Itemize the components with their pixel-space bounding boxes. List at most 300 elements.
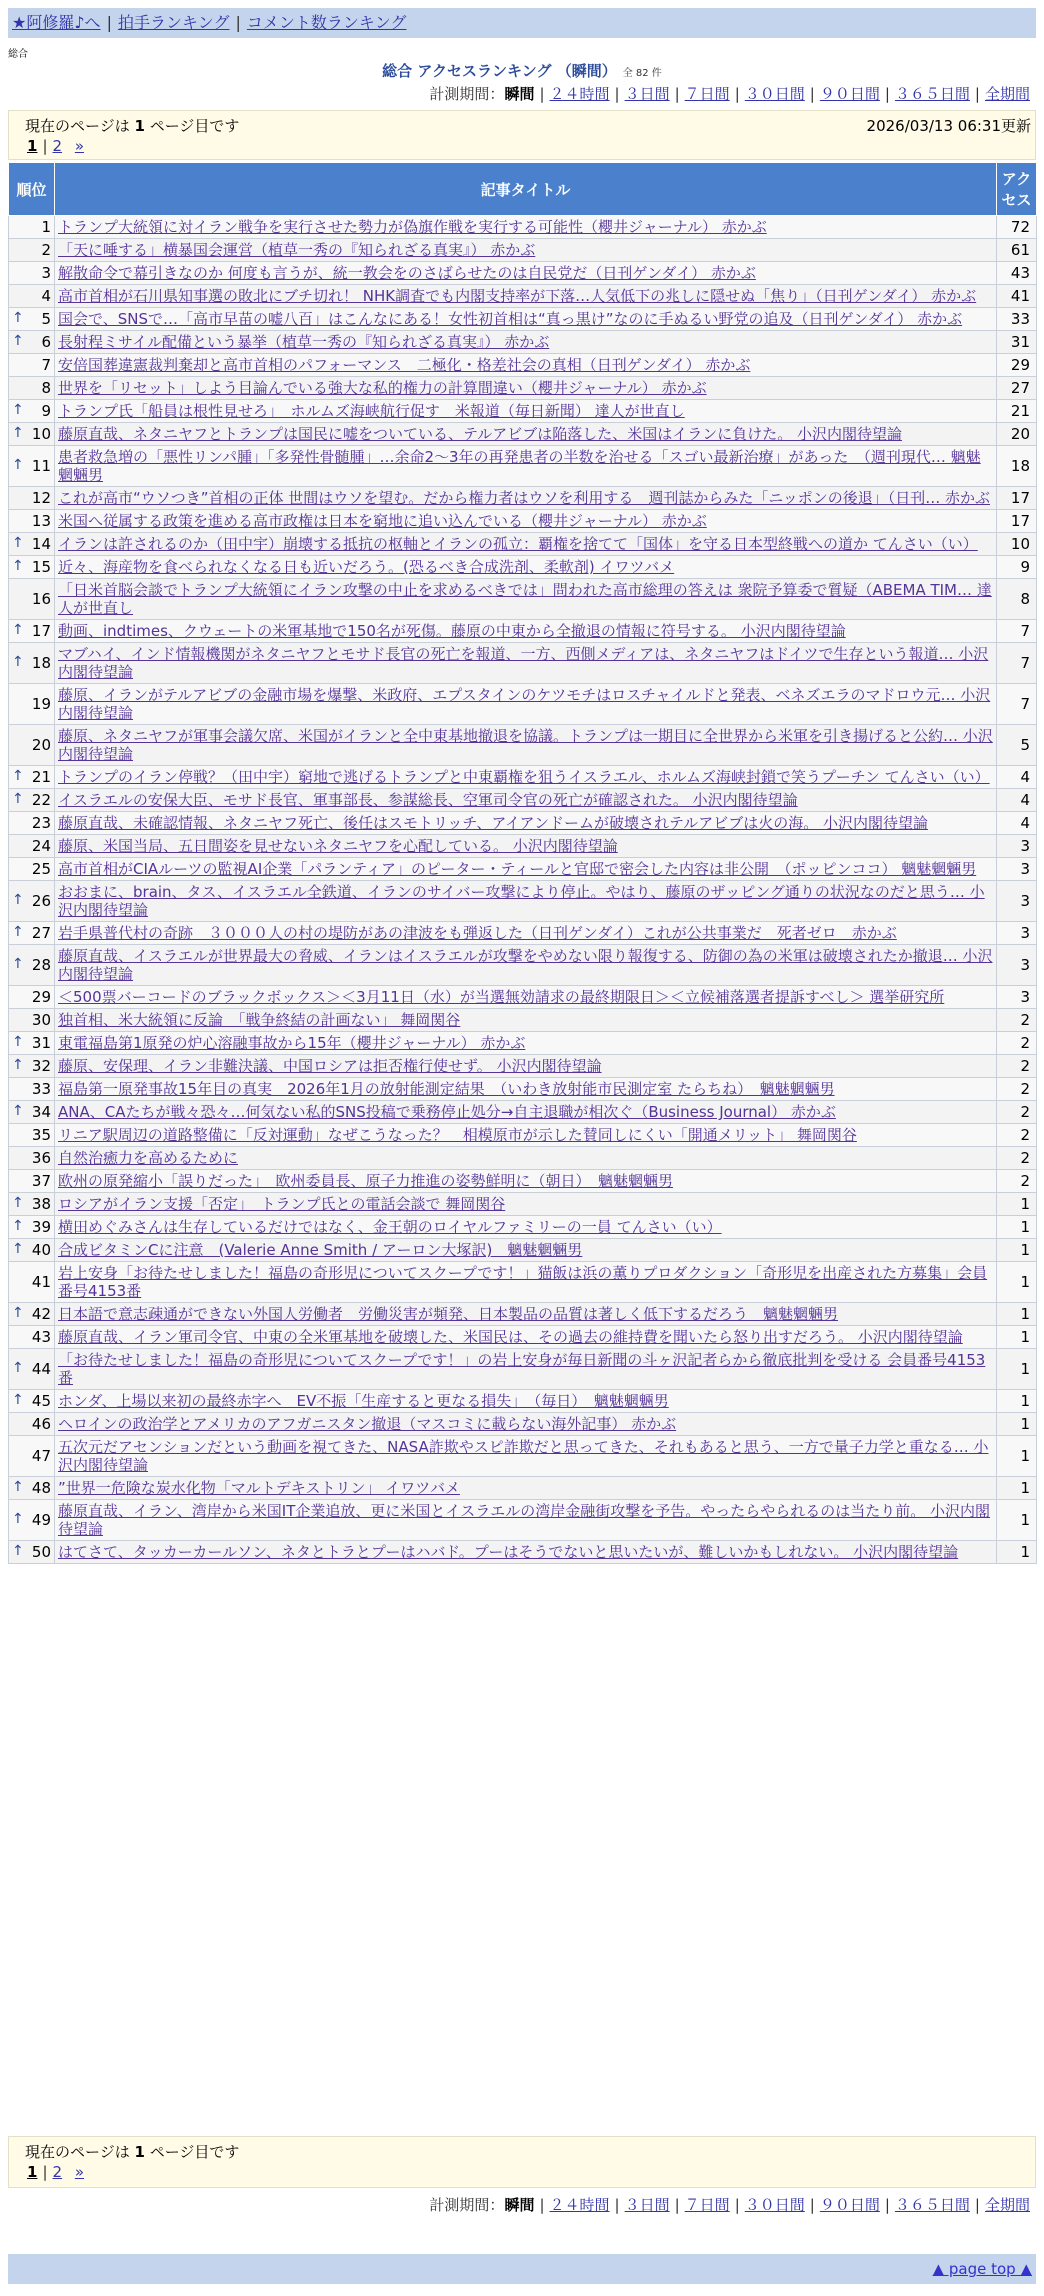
rank-number: 46 <box>31 1415 51 1433</box>
rank-number: 10 <box>31 425 51 443</box>
title-cell <box>55 620 997 643</box>
rank-cell <box>9 354 55 377</box>
access-count: 1 <box>997 1193 1037 1216</box>
period-option[interactable]: ９０日間 <box>819 85 880 103</box>
title-cell <box>55 533 997 556</box>
page-number: 1 <box>134 2143 145 2161</box>
rank-up-arrow-icon: ↑ <box>12 1103 24 1119</box>
period-separator: | <box>539 85 545 103</box>
period-option[interactable]: ７日間 <box>684 2196 730 2214</box>
table-row <box>9 945 1037 986</box>
rank-number: 11 <box>31 457 51 475</box>
rank-number: 30 <box>31 1011 51 1029</box>
page-info-bottom <box>8 2136 1036 2188</box>
access-count: 1 <box>997 1216 1037 1239</box>
rank-up-arrow-icon: ↑ <box>12 622 24 638</box>
access-count: 1 <box>997 1303 1037 1326</box>
period-option[interactable]: ３日間 <box>624 85 670 103</box>
rank-cell <box>9 262 55 285</box>
top-nav <box>8 8 1036 38</box>
table-row <box>9 1124 1037 1147</box>
article-link[interactable]: マブハイ、インド情報機関がネタニヤフとモサド長官の死亡を報道、一方、西側メディアは、ネタニヤフはドイツで生存という報道… 小沢内閣待望論 <box>58 645 989 681</box>
table-row <box>9 1193 1037 1216</box>
table-row <box>9 643 1037 684</box>
table-row <box>9 1032 1037 1055</box>
access-count: 3 <box>997 858 1037 881</box>
rank-cell <box>9 986 55 1009</box>
title-cell <box>55 1147 997 1170</box>
pager-bottom <box>27 2163 84 2181</box>
period-selector-bottom <box>429 2194 1030 2215</box>
access-count: 1 <box>997 1436 1037 1477</box>
title-cell <box>55 1436 997 1477</box>
article-link[interactable]: 欧州の原発縮小「誤りだった」 欧州委員長、原子力推進の姿勢鮮明に（朝日） 魑魅魍魎男 <box>58 1172 674 1190</box>
table-row <box>9 556 1037 579</box>
rank-cell <box>9 1390 55 1413</box>
rank-cell <box>9 1078 55 1101</box>
period-option[interactable]: ９０日間 <box>819 2196 880 2214</box>
article-link[interactable]: リニア駅周辺の道路整備に「反対運動」なぜこうなった？ 相模原市が示した賛同しにくい「開通メリット」 舞岡関谷 <box>58 1126 857 1144</box>
article-link[interactable]: トランプ大統領に対イラン戦争を実行させた勢力が偽旗作戦を実行する可能性（櫻井ジャーナル） 赤かぶ <box>58 218 767 236</box>
article-link[interactable]: 自然治癒力を高めるために <box>58 1149 239 1167</box>
period-option[interactable]: ３６５日間 <box>894 85 970 103</box>
title-cell <box>55 331 997 354</box>
title-cell <box>55 1303 997 1326</box>
article-link[interactable]: 「お待たせしました！福島の奇形児についてスクープです！」の岩上安身が毎日新聞の斗ヶ沢記者らから徹底批判を受ける 会員番号4153番 <box>58 1351 986 1387</box>
article-link[interactable]: 安倍国葬違憲裁判棄却と高市首相のパフォーマンス 二極化・格差社会の真相（日刊ゲンダイ） 赤かぶ <box>58 356 751 374</box>
rank-up-arrow-icon: ↑ <box>12 654 24 670</box>
article-link[interactable]: ＜500票バーコードのブラックボックス＞＜3月11日（水）が当選無効請求の最終期限日＞＜立候補落選者提訴すべし＞ 選挙研究所 <box>58 988 945 1006</box>
article-link[interactable]: 五次元だアセンションだという動画を視てきた、NASA詐欺やスピ詐欺だと思ってきた、それもあると思う、一方で量子力学と重なる… 小沢内閣待望論 <box>58 1438 989 1474</box>
access-count: 33 <box>997 308 1037 331</box>
rank-cell <box>9 285 55 308</box>
rank-cell <box>9 510 55 533</box>
rank-cell <box>9 446 55 487</box>
rank-up-arrow-icon: ↑ <box>12 535 24 551</box>
table-row <box>9 1170 1037 1193</box>
period-label: 計測期間： <box>429 85 505 103</box>
rank-number: 6 <box>41 333 51 351</box>
rank-up-arrow-icon: ↑ <box>12 1392 24 1408</box>
article-link[interactable]: 独首相、米大統領に反論 「戦争終結の計画ない」 舞岡関谷 <box>58 1011 461 1029</box>
period-current: 瞬間 <box>504 85 535 103</box>
title-cell <box>55 1239 997 1262</box>
title-cell <box>55 1216 997 1239</box>
rank-up-arrow-icon: ↑ <box>12 1195 24 1211</box>
table-row <box>9 1055 1037 1078</box>
rank-number: 34 <box>31 1103 51 1121</box>
applause-ranking-link[interactable]: 拍手ランキング <box>117 13 230 32</box>
access-count: 72 <box>997 216 1037 239</box>
article-link[interactable]: 高市首相がCIAルーツの監視AI企業「パランティア」のピーター・ティールと官邸で密会した内容は非公開 （ポッピンココ） 魑魅魍魎男 <box>58 860 977 878</box>
rank-number: 13 <box>31 512 51 530</box>
rank-cell <box>9 858 55 881</box>
access-count: 4 <box>997 789 1037 812</box>
title-cell <box>55 1349 997 1390</box>
rank-number: 29 <box>31 988 51 1006</box>
article-link[interactable]: イスラエルの安保大臣、モサド長官、軍事部長、参謀総長、空軍司令官の死亡が確認された。 小沢内閣待望論 <box>58 791 798 809</box>
rank-cell <box>9 1101 55 1124</box>
period-option[interactable]: ２４時間 <box>549 2196 610 2214</box>
table-row <box>9 510 1037 533</box>
pager-page-2[interactable]: 2 <box>52 2163 63 2181</box>
title-cell <box>55 1541 997 1564</box>
table-row <box>9 789 1037 812</box>
article-link[interactable]: ホンダ、上場以来初の最終赤字へ EV不振「生産すると更なる損失」 （毎日） 魑魅魍魎男 <box>58 1392 669 1410</box>
access-count: 20 <box>997 423 1037 446</box>
article-link[interactable]: 藤原、イランがテルアビブの金融市場を爆撃、米政府、エプスタインのケツモチはロスチャイルドと発表、ベネズエラのマドロウ元… 小沢内閣待望論 <box>58 686 991 722</box>
rank-number: 45 <box>31 1392 51 1410</box>
table-row <box>9 1413 1037 1436</box>
title-cell <box>55 1101 997 1124</box>
access-count: 29 <box>997 354 1037 377</box>
article-link[interactable]: ロシアがイラン支援「否定」 トランプ氏との電話会談で 舞岡関谷 <box>58 1195 506 1213</box>
table-row <box>9 1303 1037 1326</box>
period-separator: | <box>614 85 620 103</box>
access-count: 2 <box>997 1032 1037 1055</box>
period-option[interactable]: 全期間 <box>984 2196 1030 2214</box>
access-count: 2 <box>997 1078 1037 1101</box>
rank-cell <box>9 1413 55 1436</box>
title-cell <box>55 446 997 487</box>
table-row <box>9 579 1037 620</box>
article-link[interactable]: 横田めぐみさんは生存しているだけではなく、金王朝のロイヤルファミリーの一員 てんさい（い） <box>58 1218 722 1236</box>
table-row <box>9 858 1037 881</box>
article-link[interactable]: トランプ氏「船員は根性見せろ」 ホルムズ海峡航行促す 米報道（毎日新聞） 達人が世直し <box>58 402 685 420</box>
page-text: 現在のページは <box>25 2143 130 2161</box>
table-row <box>9 354 1037 377</box>
period-label: 計測期間： <box>429 2196 505 2214</box>
access-count: 17 <box>997 510 1037 533</box>
rank-cell <box>9 579 55 620</box>
article-link[interactable]: 藤原直哉、イラン、湾岸から米国IT企業追放、更に米国とイスラエルの湾岸金融街攻撃を予告。やったらやられるのは当たり前。 小沢内閣待望論 <box>58 1502 991 1538</box>
access-count: 2 <box>997 1009 1037 1032</box>
article-link[interactable]: おおまに、brain、タス、イスラエル全鉄道、イランのサイバー攻撃により停止。やはり、藤原のザッピング通りの状況なのだと思う… 小沢内閣待望論 <box>58 883 985 919</box>
article-link[interactable]: イランは許されるのか（田中宇）崩壊する抵抗の枢軸とイランの孤立：覇権を捨てて「国体」を守る日本型終戦への道か てんさい（い） <box>58 535 978 553</box>
access-count: 1 <box>997 1262 1037 1303</box>
rank-cell <box>9 945 55 986</box>
page-number: 1 <box>134 117 145 135</box>
pager-next[interactable]: » <box>74 2163 85 2181</box>
rank-up-arrow-icon: ↑ <box>12 892 24 908</box>
article-link[interactable]: 岩手県普代村の奇跡 ３０００人の村の堤防があの津波をも弾返した（日刊ゲンダイ）これが公共事業だ 死者ゼロ 赤かぶ <box>58 924 897 942</box>
period-separator: | <box>674 85 680 103</box>
article-link[interactable]: 米国へ従属する政策を進める高市政権は日本を窮地に追い込んでいる（櫻井ジャーナル） 赤かぶ <box>58 512 707 530</box>
access-count: 2 <box>997 1147 1037 1170</box>
page-top-link[interactable]: ▲ page top ▲ <box>932 2260 1032 2278</box>
period-option[interactable]: 全期間 <box>984 85 1030 103</box>
title-cell <box>55 684 997 725</box>
nav-separator: | <box>106 13 112 32</box>
rank-cell <box>9 789 55 812</box>
article-link[interactable]: 患者救急増の「悪性リンパ腫」「多発性骨髄腫」…余命2～3年の再発患者の半数を治せる「スゴい最新治療」があった （週刊現代… 魑魅魍魎男 <box>58 448 981 484</box>
rank-number: 24 <box>31 837 51 855</box>
access-count: 2 <box>997 1124 1037 1147</box>
pager-next[interactable]: » <box>74 137 85 155</box>
table-row <box>9 725 1037 766</box>
article-count: 全 82 件 <box>622 68 662 79</box>
page-text: ページ目です <box>149 2143 240 2161</box>
col-rank-header: 順位 <box>9 163 55 216</box>
period-separator: | <box>734 85 740 103</box>
access-count: 2 <box>997 1170 1037 1193</box>
table-row <box>9 446 1037 487</box>
article-link[interactable]: 福島第一原発事故15年目の真実 2026年1月の放射能測定結果 （いわき放射能市民測定室 たらちね） 魑魅魍魎男 <box>58 1080 835 1098</box>
rank-number: 48 <box>31 1479 51 1497</box>
access-count: 9 <box>997 556 1037 579</box>
title-cell <box>55 216 997 239</box>
pager-current: 1 <box>27 137 38 155</box>
rank-number: 42 <box>31 1305 51 1323</box>
ranking-heading <box>0 60 1044 81</box>
rank-number: 36 <box>31 1149 51 1167</box>
period-separator: | <box>884 2196 890 2214</box>
rank-cell <box>9 1436 55 1477</box>
access-count: 18 <box>997 446 1037 487</box>
rank-cell <box>9 1216 55 1239</box>
rank-up-arrow-icon: ↑ <box>12 333 24 349</box>
rank-number: 4 <box>41 287 51 305</box>
title-cell <box>55 1032 997 1055</box>
table-row <box>9 1101 1037 1124</box>
rank-cell <box>9 377 55 400</box>
period-option[interactable]: ３６５日間 <box>894 2196 970 2214</box>
rank-number: 15 <box>31 558 51 576</box>
article-link[interactable]: 近々、海産物を食べられなくなる日も近いだろう。(恐るべき合成洗剤、柔軟剤) イワツバメ <box>58 558 675 576</box>
table-row <box>9 308 1037 331</box>
rank-number: 25 <box>31 860 51 878</box>
bottom-bar <box>8 2254 1036 2284</box>
title-cell <box>55 262 997 285</box>
rank-cell <box>9 1170 55 1193</box>
title-cell <box>55 1078 997 1101</box>
period-separator: | <box>539 2196 545 2214</box>
article-link[interactable]: 藤原、ネタニヤフが軍事会議欠席、米国がイランと全中東基地撤退を協議。トランプは一期目に全世界から米軍を引き揚げると公約… 小沢内閣待望論 <box>58 727 993 763</box>
rank-number: 7 <box>41 356 51 374</box>
table-row <box>9 1349 1037 1390</box>
home-link[interactable]: ★阿修羅♪へ <box>12 13 101 32</box>
article-link[interactable]: ANA、CAたちが戦々恐々…何気ない私的SNS投稿で乗務停止処分→自主退職が相次ぐ（Business Journal） 赤かぶ <box>58 1103 836 1121</box>
rank-number: 44 <box>31 1360 51 1378</box>
period-separator: | <box>734 2196 740 2214</box>
rank-number: 33 <box>31 1080 51 1098</box>
pager-current: 1 <box>27 2163 38 2181</box>
access-count: 8 <box>997 579 1037 620</box>
period-option[interactable]: ３日間 <box>624 2196 670 2214</box>
period-separator: | <box>614 2196 620 2214</box>
rank-number: 35 <box>31 1126 51 1144</box>
title-cell <box>55 423 997 446</box>
title-cell <box>55 812 997 835</box>
nav-separator: | <box>235 13 241 32</box>
article-link[interactable]: ”世界一危険な炭水化物「マルトデキストリン」 イワツバメ <box>58 1479 460 1497</box>
article-link[interactable]: 「天に唾する」横暴国会運営（植草一秀の『知られざる真実』） 赤かぶ <box>58 241 536 259</box>
table-row <box>9 1326 1037 1349</box>
table-row <box>9 812 1037 835</box>
ranking-title: 総合 アクセスランキング （瞬間） <box>382 62 617 80</box>
article-link[interactable]: 長射程ミサイル配備という暴挙（植草一秀の『知られざる真実』） 赤かぶ <box>58 333 550 351</box>
ranking-body <box>9 216 1037 1564</box>
pager-separator: | <box>42 137 48 155</box>
rank-cell <box>9 1303 55 1326</box>
col-access-header: アクセス <box>997 163 1037 216</box>
table-row <box>9 1390 1037 1413</box>
article-link[interactable]: 藤原、安保理、イラン非難決議、中国ロシアは拒否権行使せず。 小沢内閣待望論 <box>58 1057 602 1075</box>
period-option[interactable]: ７日間 <box>684 85 730 103</box>
period-selector-top <box>429 83 1030 104</box>
page-text: 現在のページは <box>25 117 130 135</box>
rank-cell <box>9 1124 55 1147</box>
period-separator: | <box>884 85 890 103</box>
article-link[interactable]: 東電福島第1原発の炉心溶融事故から15年（櫻井ジャーナル） 赤かぶ <box>58 1034 526 1052</box>
article-link[interactable]: 藤原直哉、イラン軍司令官、中東の全米軍基地を破壊した、米国民は、その過去の維持費を聞いたら怒り出すだろう。 小沢内閣待望論 <box>58 1328 963 1346</box>
rank-cell <box>9 556 55 579</box>
table-row <box>9 1500 1037 1541</box>
rank-cell <box>9 725 55 766</box>
article-link[interactable]: 藤原、米国当局、五日間姿を見せないネタニヤフを心配している。 小沢内閣待望論 <box>58 837 618 855</box>
article-link[interactable]: 「日米首脳会談でトランプ大統領にイラン攻撃の中止を求めるべきでは」問われた高市総理の答えは 衆院予算委で質疑（ABEMA TIM… 達人が世直し <box>58 581 992 617</box>
table-row <box>9 377 1037 400</box>
title-cell <box>55 1124 997 1147</box>
access-count: 1 <box>997 1500 1037 1541</box>
access-count: 3 <box>997 922 1037 945</box>
rank-cell <box>9 331 55 354</box>
rank-cell <box>9 1193 55 1216</box>
pager-top <box>27 137 84 155</box>
access-count: 7 <box>997 643 1037 684</box>
table-row <box>9 986 1037 1009</box>
rank-up-arrow-icon: ↑ <box>12 1479 24 1495</box>
rank-up-arrow-icon: ↑ <box>12 956 24 972</box>
article-link[interactable]: 高市首相が石川県知事選の敗北にブチ切れ！ NHK調査でも内閣支持率が下落…人気低下の兆しに隠せぬ「焦り」（日刊ゲンダイ） 赤かぶ <box>58 287 977 305</box>
rank-cell <box>9 835 55 858</box>
table-row <box>9 1477 1037 1500</box>
rank-number: 26 <box>31 892 51 910</box>
period-option[interactable]: ３０日間 <box>744 85 805 103</box>
rank-number: 47 <box>31 1447 51 1465</box>
access-count: 1 <box>997 1413 1037 1436</box>
page-info-top <box>8 110 1036 160</box>
title-cell <box>55 1009 997 1032</box>
pager-page-2[interactable]: 2 <box>52 137 63 155</box>
period-separator: | <box>974 85 980 103</box>
article-link[interactable]: 世界を「リセット」しよう目論んでいる強大な私的権力の計算間違い（櫻井ジャーナル） 赤かぶ <box>58 379 707 397</box>
period-option[interactable]: ２４時間 <box>549 85 610 103</box>
title-cell <box>55 579 997 620</box>
rank-up-arrow-icon: ↑ <box>12 1305 24 1321</box>
title-cell <box>55 1193 997 1216</box>
rank-cell <box>9 1477 55 1500</box>
access-count: 4 <box>997 766 1037 789</box>
rank-number: 43 <box>31 1328 51 1346</box>
table-row <box>9 1147 1037 1170</box>
table-row <box>9 1216 1037 1239</box>
table-row <box>9 922 1037 945</box>
title-cell <box>55 1326 997 1349</box>
table-row <box>9 533 1037 556</box>
period-separator: | <box>674 2196 680 2214</box>
title-cell <box>55 789 997 812</box>
article-link[interactable]: 岩上安身「お待たせしました！福島の奇形児についてスクープです！」猫飯は浜の薫りプロダクション「奇形児を出産された方募集」会員番号4153番 <box>58 1264 988 1300</box>
article-link[interactable]: ヘロインの政治学とアメリカのアフガニスタン撤退（マスコミに載らない海外記事） 赤かぶ <box>58 1415 677 1433</box>
title-cell <box>55 922 997 945</box>
comment-ranking-link[interactable]: コメント数ランキング <box>246 13 407 32</box>
pager-separator: | <box>42 2163 48 2181</box>
access-count: 1 <box>997 1349 1037 1390</box>
rank-number: 2 <box>41 241 51 259</box>
rank-cell <box>9 1349 55 1390</box>
period-option[interactable]: ３０日間 <box>744 2196 805 2214</box>
col-title-header: 記事タイトル <box>55 163 997 216</box>
access-count: 1 <box>997 1239 1037 1262</box>
table-row <box>9 1009 1037 1032</box>
article-link[interactable]: 解散命令で幕引きなのか 何度も言うが、統一教会をのさばらせたのは自民党だ（日刊ゲンダイ） 赤かぶ <box>58 264 756 282</box>
article-link[interactable]: 藤原直哉、未確認情報、ネタニヤフ死亡、後任はスモトリッチ、アイアンドームが破壊されテルアビブは火の海。 小沢内閣待望論 <box>58 814 928 832</box>
article-link[interactable]: 国会で、SNSで…「高市早苗の嘘八百」はこんなにある！女性初首相は“真っ黒け”なのに手ぬるい野党の追及（日刊ゲンダイ） 赤かぶ <box>58 310 963 328</box>
title-cell <box>55 1413 997 1436</box>
title-cell <box>55 881 997 922</box>
title-cell <box>55 556 997 579</box>
rank-cell <box>9 400 55 423</box>
period-separator: | <box>809 2196 815 2214</box>
title-cell <box>55 239 997 262</box>
access-count: 7 <box>997 620 1037 643</box>
rank-number: 22 <box>31 791 51 809</box>
rank-cell <box>9 1032 55 1055</box>
access-count: 2 <box>997 1055 1037 1078</box>
article-link[interactable]: 合成ビタミンCに注意 (Valerie Anne Smith / アーロン大塚訳) 魑魅魍魎男 <box>58 1241 583 1259</box>
rank-cell <box>9 487 55 510</box>
article-link[interactable]: これが高市“ウソつき”首相の正体 世間はウソを望む。だから権力者はウソを利用する 週刊誌からみた「ニッポンの後退」（日刊… 赤かぶ <box>58 489 990 507</box>
page-status <box>25 115 239 136</box>
access-count: 1 <box>997 1477 1037 1500</box>
title-cell <box>55 377 997 400</box>
access-count: 3 <box>997 945 1037 986</box>
access-count: 1 <box>997 1541 1037 1564</box>
access-count: 3 <box>997 881 1037 922</box>
rank-up-arrow-icon: ↑ <box>12 1034 24 1050</box>
article-link[interactable]: 藤原直哉、ネタニヤフとトランプは国民に嘘をついている、テルアビブは陥落した、米国はイランに負けた。 小沢内閣待望論 <box>58 425 903 443</box>
article-link[interactable]: はてさて、タッカーカールソン、ネタとトラとプーはハバド。プーはそうでないと思いたいが、難しいかもしれない。 小沢内閣待望論 <box>58 1543 959 1561</box>
rank-number: 5 <box>41 310 51 328</box>
article-link[interactable]: 動画、indtimes、クウェートの米軍基地で150名が死傷。藤原の中東から全撤退の情報に符号する。 小沢内閣待望論 <box>58 622 846 640</box>
title-cell <box>55 487 997 510</box>
table-row <box>9 620 1037 643</box>
article-link[interactable]: 藤原直哉、イスラエルが世界最大の脅威、イランはイスラエルが攻撃をやめない限り報復する、防御の為の米軍は破壊されたか撤退… 小沢内閣待望論 <box>58 947 993 983</box>
rank-up-arrow-icon: ↑ <box>12 425 24 441</box>
rank-cell <box>9 1262 55 1303</box>
access-count: 61 <box>997 239 1037 262</box>
period-current: 瞬間 <box>504 2196 535 2214</box>
rank-cell <box>9 881 55 922</box>
rank-up-arrow-icon: ↑ <box>12 1360 24 1376</box>
article-link[interactable]: 日本語で意志疎通ができない外国人労働者 労働災害が頻発、日本製品の品質は著しく低下するだろう 魑魅魍魎男 <box>58 1305 839 1323</box>
rank-cell <box>9 1147 55 1170</box>
rank-number: 27 <box>31 924 51 942</box>
access-count: 21 <box>997 400 1037 423</box>
table-row <box>9 1239 1037 1262</box>
article-link[interactable]: トランプのイラン停戦？（田中宇）窮地で逃げるトランプと中東覇権を狙うイスラエル、ホルムズ海峡封鎖で笑うプーチン てんさい（い） <box>58 768 990 786</box>
table-row <box>9 487 1037 510</box>
table-row <box>9 835 1037 858</box>
rank-number: 14 <box>31 535 51 553</box>
table-row <box>9 423 1037 446</box>
title-cell <box>55 510 997 533</box>
rank-number: 50 <box>31 1543 51 1561</box>
access-count: 3 <box>997 835 1037 858</box>
rank-cell <box>9 922 55 945</box>
rank-number: 21 <box>31 768 51 786</box>
